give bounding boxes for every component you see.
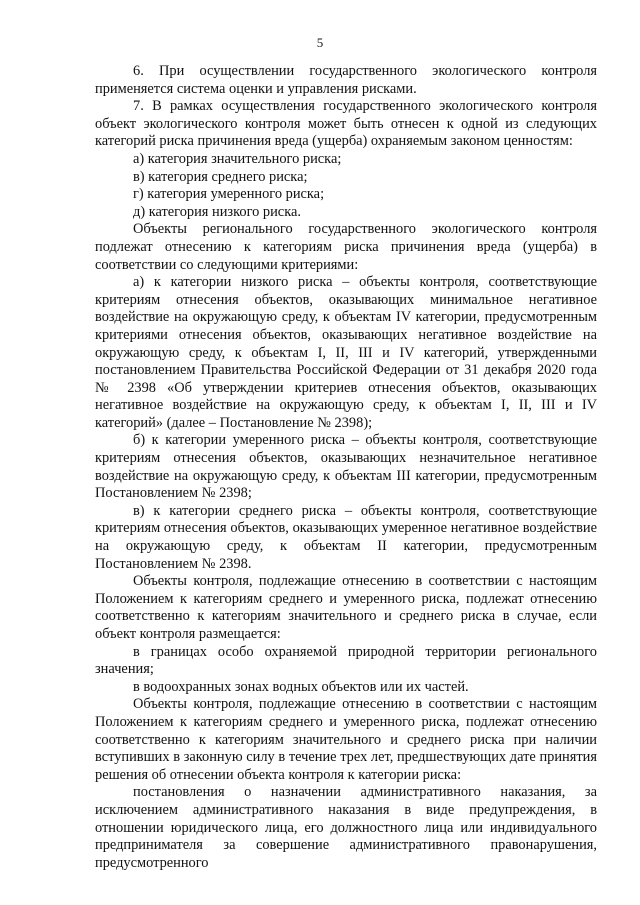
location-water-protection-zones: в водоохранных зонах водных объектов или их частей. [133,678,469,695]
paragraph-6-risk-system: 6. При осуществлении государственного экологического контроля применяется система оценки и управления рисками. [95,63,597,97]
criterion-low-risk: а) к категории низкого риска – объекты контроля, соответствующие критериям отнесения объектов, оказывающих минимальное негативное воздействие на окружающую среду, к объектам IV категории, предусмотренным критериями отнесения объектов, оказывающих негативное воздействие на окружающую среду, к объектам I, II, III и IV категорий, утвержденными постановлением Правительства Российской Федерации от 31 декабря 2020 года № 2398 «Об утверждении критериев отнесения объектов, оказывающих негативное воздействие на окружающую среду, к объектам I, II, III и IV категорий» (далее – Постановление № 2398); [95,274,597,431]
criterion-moderate-risk: б) к категории умеренного риска – объекты контроля, соответствующие критериям отнесения объектов, оказывающих незначительное негативное воздействие на окружающую среду, к объектам III категории, предусмотренным Постановлением № 2398; [95,432,597,502]
violation-administrative-penalty: постановления о назначении административного наказания, за исключением административного наказания в виде предупреждения, в отношении юридического лица, его должностного лица или индивидуального предпринимателя за совершение административного правонарушения, предусмотренного [95,784,597,871]
criterion-medium-risk: в) к категории среднего риска – объекты контроля, соответствующие критериям отнесения объектов, оказывающих умеренное негативное воздействие на окружающую среду, к объектам II категории, предусмотренным Постановлением № 2398. [95,502,597,572]
list-item-significant-risk: а) категория значительного риска; [133,150,342,167]
paragraph-7-risk-categories: 7. В рамках осуществления государственного экологического контроля объект экологического контроля может быть отнесен к одной из следующих категорий риска причинения вреда (ущерба) охраняемым законом ценностям: [95,98,597,150]
paragraph-reclassification-location: Объекты контроля, подлежащие отнесению в соответствии с настоящим Положением к категориям среднего и умеренного риска, подлежат отнесению соответственно к категориям значительного и среднего риска в случае, если объект контроля размещается: [95,573,597,642]
list-item-low-risk: д) категория низкого риска. [133,203,301,220]
page-number: 5 [316,35,324,50]
list-item-moderate-risk: г) категория умеренного риска; [133,186,325,203]
list-item-medium-risk: в) категория среднего риска; [133,168,308,185]
paragraph-regional-criteria: Объекты регионального государственного экологического контроля подлежат отнесению к категориям риска причинения вреда (ущерба) в соответствии со следующими критериями: [95,221,597,273]
paragraph-reclassification-violations: Объекты контроля, подлежащие отнесению в соответствии с настоящим Положением к категориям среднего и умеренного риска, подлежат отнесению соответственно к категориям значительного и среднего риска при наличии вступивших в законную силу в течение трех лет, предшествующих дате принятия решения об отнесении объекта контроля к категории риска: [95,696,597,783]
location-protected-territory: в границах особо охраняемой природной территории регионального значения; [95,643,597,678]
document-body [95,63,597,872]
